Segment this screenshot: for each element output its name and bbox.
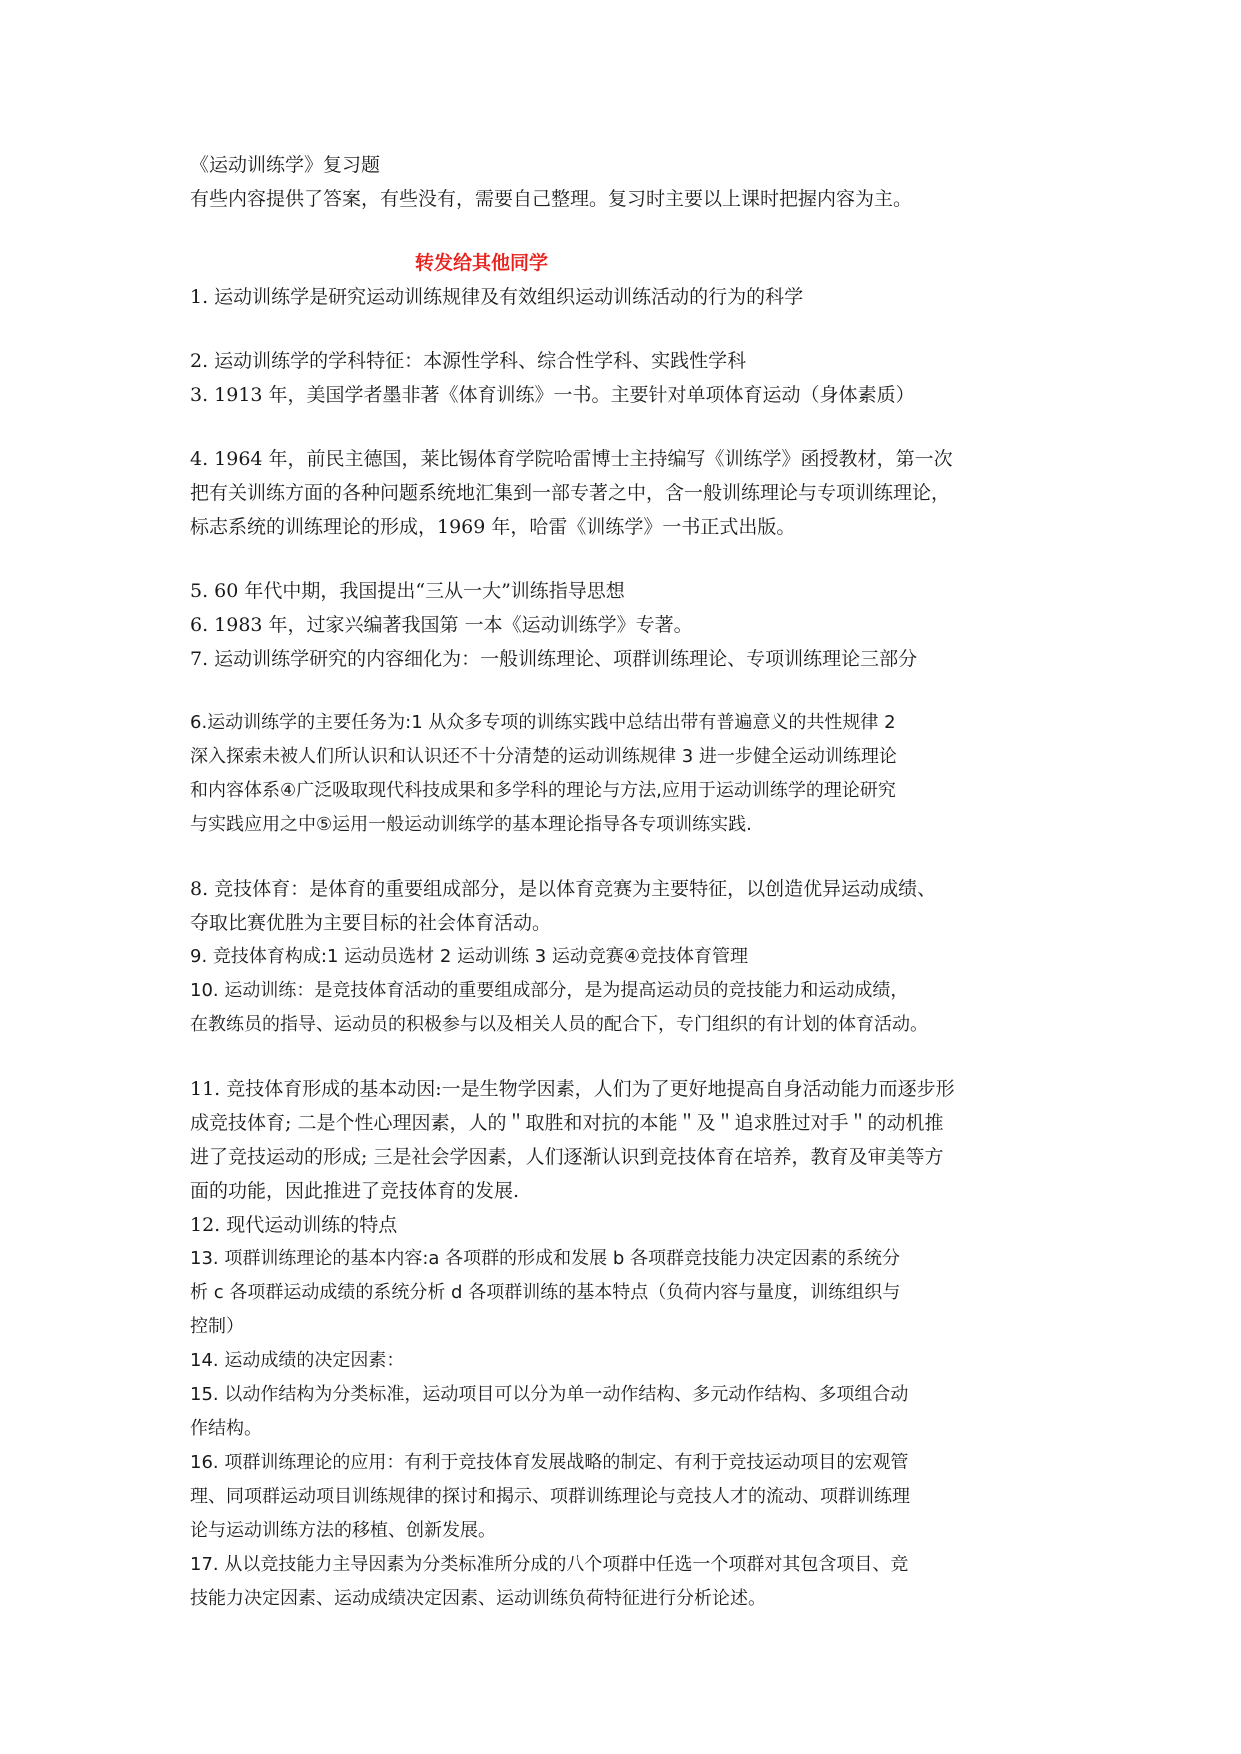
question-18-line-2: 技能力决定因素、运动成绩决定因素、运动训练负荷特征进行分析论述。 [190,1588,766,1609]
question-11-line-1: 10. 运动训练：是竞技体育活动的重要组成部分，是为提高运动员的竞技能力和运动成绩， [190,980,909,1001]
question-6-line-1: 6. 1983 年，过家兴编著我国第 一本《运动训练学》专著。 [190,614,693,636]
question-8-line-1: 6.运动训练学的主要任务为:1 从众多专项的训练实践中总结出带有普遍意义的共性规律 2 [190,712,896,733]
question-8-line-4: 与实践应用之中⑤运用一般运动训练学的基本理论指导各专项训练实践. [190,814,752,835]
question-9-line-1: 8. 竞技体育：是体育的重要组成部分，是以体育竞赛为主要特征，以创造优异运动成绩、 [190,878,937,900]
question-13-line-1: 12. 现代运动训练的特点 [190,1214,398,1236]
question-4-line-2: 把有关训练方面的各种问题系统地汇集到一部专著之中，含一般训练理论与专项训练理论， [190,482,951,504]
question-8-line-3: 和内容体系④广泛吸取现代科技成果和多学科的理论与方法,应用于运动训练学的理论研究 [190,780,896,801]
question-12-line-3: 进了竞技运动的形成; 三是社会学因素，人们逐渐认识到竞技体育在培养，教育及审美等方 [190,1146,944,1168]
question-17-line-2: 理、同项群运动项目训练规律的探讨和揭示、项群训练理论与竞技人才的流动、项群训练理 [190,1486,910,1507]
question-7-line-1: 7. 运动训练学研究的内容细化为：一般训练理论、项群训练理论、专项训练理论三部分 [190,648,918,670]
question-17-line-1: 16. 项群训练理论的应用：有利于竞技体育发展战略的制定、有利于竞技运动项目的宏观管 [190,1452,909,1473]
question-14-line-2: 析 c 各项群运动成绩的系统分析 d 各项群训练的基本特点（负荷内容与量度，训练组织与 [190,1282,901,1303]
question-5-line-1: 5. 60 年代中期，我国提出“三从一大”训练指导思想 [190,580,625,602]
question-2-line-1: 2. 运动训练学的学科特征：本源性学科、综合性学科、实践性学科 [190,350,747,372]
question-3-line-1: 3. 1913 年，美国学者墨非著《体育训练》一书。主要针对单项体育运动（身体素质） [190,384,915,406]
question-16-line-1: 15. 以动作结构为分类标准，运动项目可以分为单一动作结构、多元动作结构、多项组合动 [190,1384,909,1405]
question-8-line-2: 深入探索未被人们所认识和认识还不十分清楚的运动训练规律 3 进一步健全运动训练理论 [190,746,897,767]
question-11-line-2: 在教练员的指导、运动员的积极参与以及相关人员的配合下，专门组织的有计划的体育活动。 [190,1014,928,1035]
question-14-line-1: 13. 项群训练理论的基本内容:a 各项群的形成和发展 b 各项群竞技能力决定因素的系统分 [190,1248,901,1269]
question-12-line-1: 11. 竞技体育形成的基本动因:一是生物学因素，人们为了更好地提高自身活动能力而逐步形 [190,1078,955,1100]
question-16-line-2: 作结构。 [190,1418,262,1439]
doc-note: 有些内容提供了答案，有些没有，需要自己整理。复习时主要以上课时把握内容为主。 [190,188,913,210]
question-12-line-4: 面的功能，因此推进了竞技体育的发展. [190,1180,520,1202]
forward-notice: 转发给其他同学 [415,252,549,274]
question-1-line-1: 1. 运动训练学是研究运动训练规律及有效组织运动训练活动的行为的科学 [190,286,804,308]
question-4-line-1: 4. 1964 年，前民主德国，莱比锡体育学院哈雷博士主持编写《训练学》函授教材，第一次 [190,448,953,470]
question-17-line-3: 论与运动训练方法的移植、创新发展。 [190,1520,496,1541]
question-14-line-3: 控制） [190,1316,244,1337]
question-10-line-1: 9. 竞技体育构成:1 运动员选材 2 运动训练 3 运动竞赛④竞技体育管理 [190,946,749,967]
question-9-line-2: 夺取比赛优胜为主要目标的社会体育活动。 [190,912,552,934]
question-4-line-3: 标志系统的训练理论的形成，1969 年，哈雷《训练学》一书正式出版。 [190,516,796,538]
question-12-line-2: 成竞技体育; 二是个性心理因素，人的＂取胜和对抗的本能＂及＂追求胜过对手＂的动机推 [190,1112,944,1134]
question-18-line-1: 17. 从以竞技能力主导因素为分类标准所分成的八个项群中任选一个项群对其包含项目、竞 [190,1554,909,1575]
doc-title: 《运动训练学》复习题 [190,154,381,176]
question-15-line-1: 14. 运动成绩的决定因素： [190,1350,405,1371]
